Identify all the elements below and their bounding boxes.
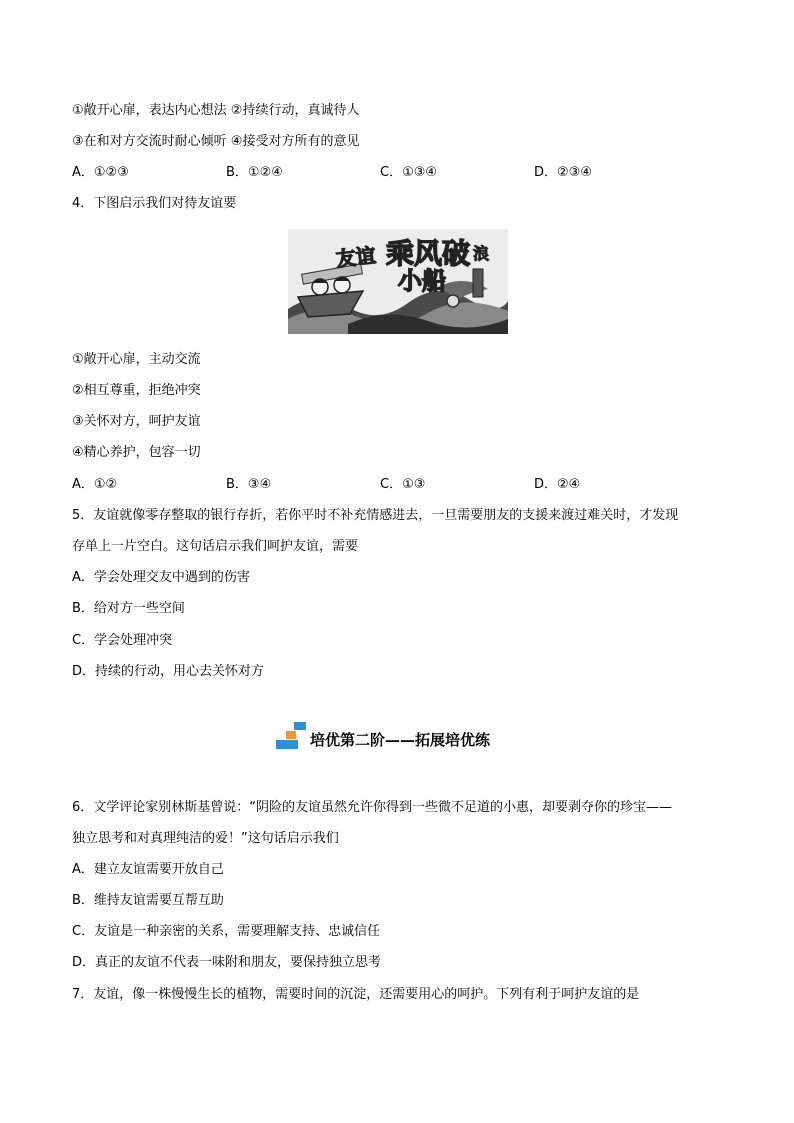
q7-stem: 7．友谊，像一株慢慢生长的植物，需要时间的沉淀，还需要用心的呵护。下列有利于呵护友谊的是 xyxy=(72,987,640,1002)
q6-stem-line1: 6．文学评论家别林斯基曾说：“阴险的友谊虽然允许你得到一些微不足道的小惠，却要剥夺你的珍宝—— xyxy=(72,800,673,815)
figure-title-part4: 小船 xyxy=(398,266,446,295)
q3-option-c: C．①③④ xyxy=(380,165,438,180)
q6-option-b: B．维持友谊需要互帮互助 xyxy=(72,893,224,908)
q5-option-a: A．学会处理交友中遇到的伤害 xyxy=(72,570,250,585)
q3-statement-1: ①敞开心扉，表达内心想法 ②持续行动，真诚待人 xyxy=(72,103,360,118)
q4-statement-1: ①敞开心扉，主动交流 xyxy=(72,352,201,367)
q4-option-c: C．①③ xyxy=(380,477,426,492)
q4-statement-2: ②相互尊重，拒绝冲突 xyxy=(72,383,201,398)
q4-option-d: D．②④ xyxy=(534,477,581,492)
figure-title-part2: 乘风破 xyxy=(386,237,471,270)
q6-stem-line2: 独立思考和对真理纯洁的爱！”这句话启示我们 xyxy=(72,831,339,846)
figure-title-part1: 友谊 xyxy=(334,243,377,272)
q5-option-b: B．给对方一些空间 xyxy=(72,601,185,616)
q5-stem-line1: 5．友谊就像零存整取的银行存折，若你平时不补充情感进去，一旦需要朋友的支援来渡过难关时，才发现 xyxy=(72,508,679,523)
q5-option-d: D．持续的行动，用心去关怀对方 xyxy=(72,664,265,679)
q3-option-a: A．①②③ xyxy=(72,165,129,180)
q5-option-c: C．学会处理冲突 xyxy=(72,633,173,648)
q3-statement-2: ③在和对方交流时耐心倾听 ④接受对方所有的意见 xyxy=(72,134,360,149)
q5-stem-line2: 存单上一片空白。这句话启示我们呵护友谊，需要 xyxy=(72,539,359,554)
section-blocks-icon xyxy=(276,722,308,752)
figure-title-part3: 浪 xyxy=(473,244,490,263)
q4-statement-3: ③关怀对方，呵护友谊 xyxy=(72,414,201,429)
section-title: 培优第二阶——拓展培优练 xyxy=(310,731,491,749)
section-header xyxy=(276,722,576,752)
q6-option-c: C．友谊是一种亲密的关系，需要理解支持、忠诚信任 xyxy=(72,924,381,939)
q3-option-b: B．①②④ xyxy=(226,165,283,180)
q4-option-a: A．①② xyxy=(72,477,118,492)
friendship-boat-illustration xyxy=(288,229,508,334)
q4-statement-4: ④精心养护，包容一切 xyxy=(72,445,201,460)
q3-option-d: D．②③④ xyxy=(534,165,592,180)
q6-option-a: A．建立友谊需要开放自己 xyxy=(72,862,224,877)
q6-option-d: D．真正的友谊不代表一味附和朋友，要保持独立思考 xyxy=(72,955,382,970)
q4-stem: 4．下图启示我们对待友谊要 xyxy=(72,196,237,211)
q4-option-b: B．③④ xyxy=(226,477,272,492)
